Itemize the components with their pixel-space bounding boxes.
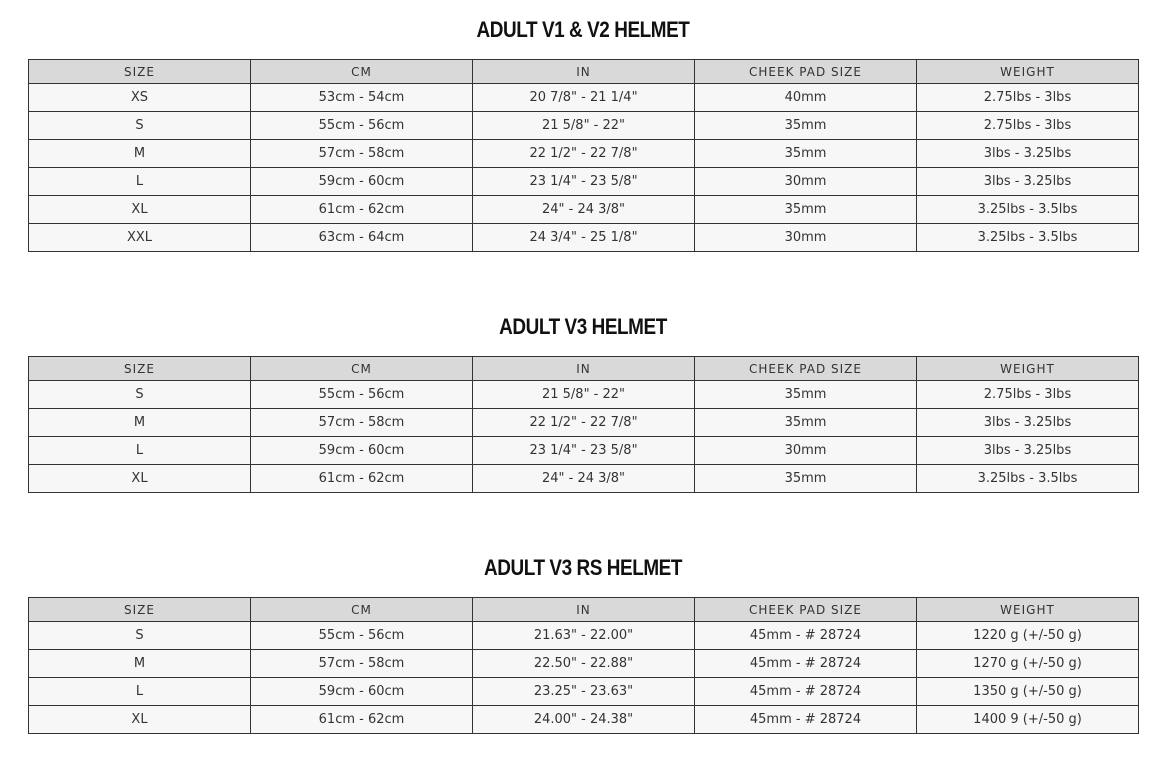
cell-weight: 3lbs - 3.25lbs — [917, 409, 1139, 437]
cell-cheek-pad-size: 30mm — [695, 437, 917, 465]
cell-cm: 61cm - 62cm — [251, 706, 473, 734]
table-row — [29, 650, 1139, 678]
table-row — [29, 706, 1139, 734]
size-chart-table — [28, 59, 1139, 252]
cell-cheek-pad-size: 30mm — [695, 168, 917, 196]
table-row — [29, 409, 1139, 437]
cell-cm: 55cm - 56cm — [251, 381, 473, 409]
table-header-row — [29, 60, 1139, 84]
cell-in: 24 3/4" - 25 1/8" — [473, 224, 695, 252]
cell-cm: 55cm - 56cm — [251, 112, 473, 140]
cell-weight: 3lbs - 3.25lbs — [917, 168, 1139, 196]
cell-weight: 2.75lbs - 3lbs — [917, 112, 1139, 140]
cell-size: M — [29, 409, 251, 437]
cell-cheek-pad-size: 35mm — [695, 112, 917, 140]
cell-size: L — [29, 168, 251, 196]
table-row — [29, 622, 1139, 650]
cell-in: 21 5/8" - 22" — [473, 112, 695, 140]
cell-size: XL — [29, 465, 251, 493]
table-row — [29, 168, 1139, 196]
cell-cm: 59cm - 60cm — [251, 437, 473, 465]
cell-weight: 1220 g (+/-50 g) — [917, 622, 1139, 650]
cell-cheek-pad-size: 35mm — [695, 140, 917, 168]
cell-in: 24.00" - 24.38" — [473, 706, 695, 734]
cell-cm: 57cm - 58cm — [251, 140, 473, 168]
cell-cm: 53cm - 54cm — [251, 84, 473, 112]
cell-size: M — [29, 650, 251, 678]
size-chart-table — [28, 597, 1139, 734]
cell-weight: 3lbs - 3.25lbs — [917, 437, 1139, 465]
table-row — [29, 678, 1139, 706]
cell-in: 24" - 24 3/8" — [473, 465, 695, 493]
cell-cm: 55cm - 56cm — [251, 622, 473, 650]
cell-cheek-pad-size: 40mm — [695, 84, 917, 112]
column-header-size: SIZE — [29, 60, 251, 84]
table-row — [29, 224, 1139, 252]
section-title: ADULT V1 & V2 HELMET — [476, 17, 690, 42]
cell-cheek-pad-size: 45mm - # 28724 — [695, 622, 917, 650]
cell-weight: 1350 g (+/-50 g) — [917, 678, 1139, 706]
column-header-cm: CM — [251, 598, 473, 622]
column-header-weight: WEIGHT — [917, 357, 1139, 381]
cell-cm: 61cm - 62cm — [251, 465, 473, 493]
table-row — [29, 196, 1139, 224]
cell-in: 21.63" - 22.00" — [473, 622, 695, 650]
cell-cm: 63cm - 64cm — [251, 224, 473, 252]
cell-in: 23 1/4" - 23 5/8" — [473, 437, 695, 465]
cell-weight: 1400 9 (+/-50 g) — [917, 706, 1139, 734]
cell-in: 23 1/4" - 23 5/8" — [473, 168, 695, 196]
cell-in: 21 5/8" - 22" — [473, 381, 695, 409]
cell-in: 24" - 24 3/8" — [473, 196, 695, 224]
size-chart-table — [28, 356, 1139, 493]
cell-size: M — [29, 140, 251, 168]
section-title: ADULT V3 RS HELMET — [484, 555, 682, 580]
cell-weight: 3.25lbs - 3.5lbs — [917, 465, 1139, 493]
column-header-cm: CM — [251, 357, 473, 381]
cell-size: S — [29, 112, 251, 140]
cell-weight: 3.25lbs - 3.5lbs — [917, 196, 1139, 224]
cell-in: 23.25" - 23.63" — [473, 678, 695, 706]
table-row — [29, 140, 1139, 168]
column-header-weight: WEIGHT — [917, 60, 1139, 84]
cell-cheek-pad-size: 45mm - # 28724 — [695, 706, 917, 734]
column-header-weight: WEIGHT — [917, 598, 1139, 622]
cell-weight: 2.75lbs - 3lbs — [917, 381, 1139, 409]
cell-cm: 59cm - 60cm — [251, 168, 473, 196]
cell-cheek-pad-size: 45mm - # 28724 — [695, 650, 917, 678]
cell-weight: 1270 g (+/-50 g) — [917, 650, 1139, 678]
cell-size: L — [29, 437, 251, 465]
cell-cheek-pad-size: 30mm — [695, 224, 917, 252]
cell-size: XL — [29, 196, 251, 224]
cell-size: L — [29, 678, 251, 706]
cell-size: XL — [29, 706, 251, 734]
table-row — [29, 465, 1139, 493]
cell-cheek-pad-size: 35mm — [695, 465, 917, 493]
column-header-size: SIZE — [29, 357, 251, 381]
cell-size: S — [29, 381, 251, 409]
column-header-cheek-pad-size: CHEEK PAD SIZE — [695, 357, 917, 381]
cell-size: XXL — [29, 224, 251, 252]
cell-weight: 3.25lbs - 3.5lbs — [917, 224, 1139, 252]
cell-weight: 2.75lbs - 3lbs — [917, 84, 1139, 112]
table-header-row — [29, 357, 1139, 381]
cell-cm: 59cm - 60cm — [251, 678, 473, 706]
column-header-cm: CM — [251, 60, 473, 84]
column-header-in: IN — [473, 598, 695, 622]
table-row — [29, 381, 1139, 409]
cell-cheek-pad-size: 35mm — [695, 196, 917, 224]
column-header-cheek-pad-size: CHEEK PAD SIZE — [695, 60, 917, 84]
column-header-size: SIZE — [29, 598, 251, 622]
cell-cm: 61cm - 62cm — [251, 196, 473, 224]
column-header-cheek-pad-size: CHEEK PAD SIZE — [695, 598, 917, 622]
column-header-in: IN — [473, 60, 695, 84]
cell-in: 22.50" - 22.88" — [473, 650, 695, 678]
column-header-in: IN — [473, 357, 695, 381]
cell-cheek-pad-size: 35mm — [695, 409, 917, 437]
cell-weight: 3lbs - 3.25lbs — [917, 140, 1139, 168]
table-header-row — [29, 598, 1139, 622]
cell-in: 20 7/8" - 21 1/4" — [473, 84, 695, 112]
cell-size: S — [29, 622, 251, 650]
table-row — [29, 112, 1139, 140]
cell-in: 22 1/2" - 22 7/8" — [473, 140, 695, 168]
cell-cm: 57cm - 58cm — [251, 409, 473, 437]
table-row — [29, 84, 1139, 112]
section-title: ADULT V3 HELMET — [499, 314, 667, 339]
cell-in: 22 1/2" - 22 7/8" — [473, 409, 695, 437]
cell-cheek-pad-size: 45mm - # 28724 — [695, 678, 917, 706]
cell-cm: 57cm - 58cm — [251, 650, 473, 678]
cell-size: XS — [29, 84, 251, 112]
cell-cheek-pad-size: 35mm — [695, 381, 917, 409]
table-row — [29, 437, 1139, 465]
